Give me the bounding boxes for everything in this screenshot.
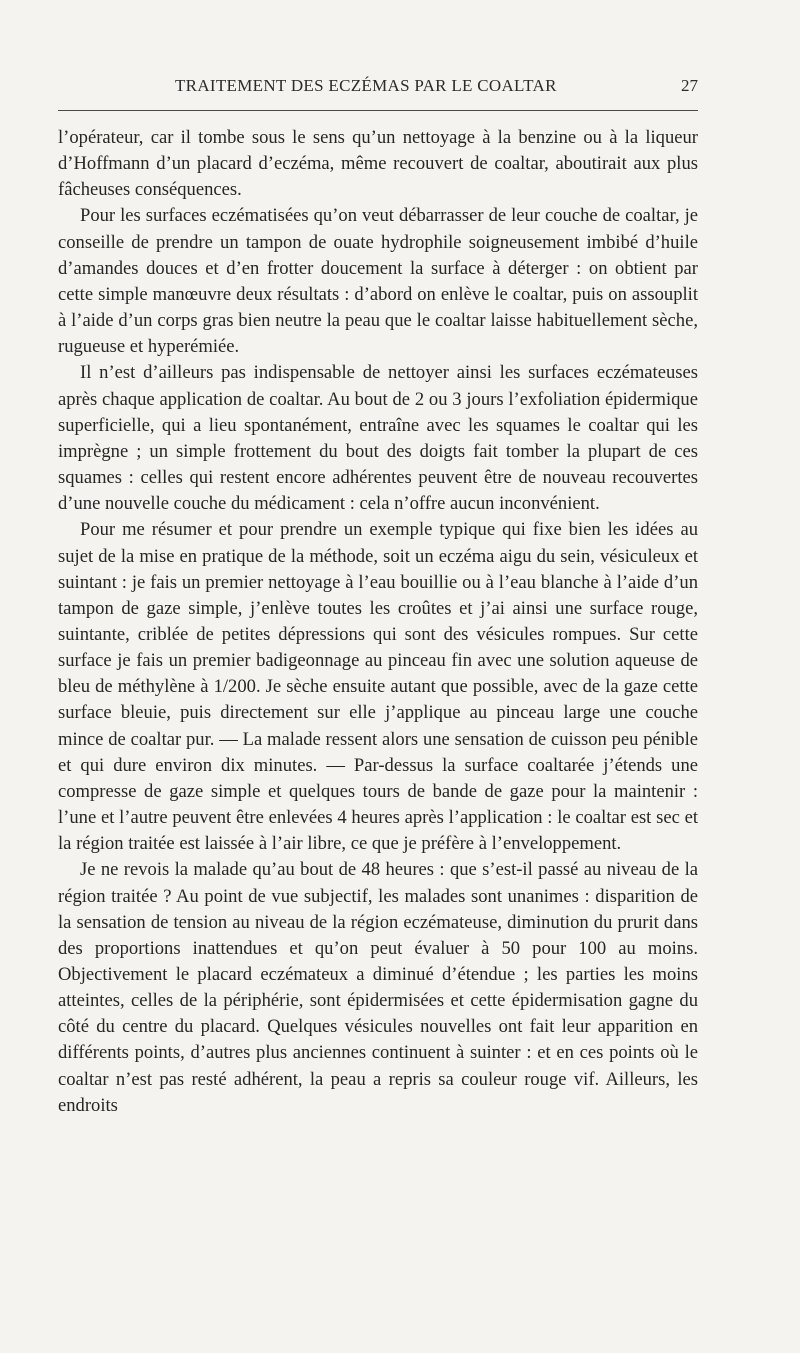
paragraph: l’opérateur, car il tombe sous le sens qu’un nettoyage à la benzine ou à la liqueur d’Hoffmann d’un placard d’eczéma, même recouvert de coaltar, aboutirait aux plus fâcheuses conséquences.: [58, 127, 698, 201]
body-text: [58, 125, 698, 1119]
paragraph: Je ne revois la malade qu’au bout de 48 heures : que s’est-il passé au niveau de la région traitée ? Au point de vue subjectif, les malades sont unanimes : disparition de la sensation de tension au niveau de la région eczémateuse, diminution du prurit dans des proportions inattendues et qu’on peut évaluer à 50 pour 100 au moins. Objectivement le placard eczémateux a diminué d’étendue ; les parties les moins atteintes, celles de la périphérie, sont épidermisées et cette épidermisation gagne du côté du centre du placard. Quelques vésicules nouvelles ont fait leur apparition en différents points, d’autres plus anciennes continuent à suinter : et en ces points où le coaltar n’est pas resté adhérent, la peau a repris sa couleur rouge vif. Ailleurs, les endroits: [58, 859, 698, 1116]
page-number: 27: [681, 76, 698, 95]
paragraph: Pour les surfaces eczématisées qu’on veut débarrasser de leur couche de coaltar, je conseille de prendre un tampon de ouate hydrophile soigneusement imbibé d’huile d’amandes douces et d’en frotter doucement la surface à déterger : on obtient par cette simple manœuvre deux résultats : d’abord on enlève le coaltar, puis on assouplit à l’aide d’un corps gras bien neutre la peau que le coaltar laisse habituellement sèche, rugueuse et hyperémiée.: [58, 205, 698, 358]
running-title: TRAITEMENT DES ECZÉMAS PAR LE COALTAR: [175, 76, 557, 95]
page-header: [58, 72, 698, 100]
paragraph: Il n’est d’ailleurs pas indispensable de nettoyer ainsi les surfaces eczémateuses après chaque application de coaltar. Au bout de 2 ou 3 jours l’exfoliation épidermique superficielle, qui a lieu spontanément, entraîne avec les squames le coaltar qui les imprègne ; un simple frottement du bout des doigts fait tomber la plupart de ces squames : celles qui restent encore adhérentes peuvent être de nouveau recouvertes d’une nouvelle couche du médicament : cela n’offre aucun inconvénient.: [58, 362, 698, 515]
header-rule: [58, 110, 698, 111]
paragraph: Pour me résumer et pour prendre un exemple typique qui fixe bien les idées au sujet de la mise en pratique de la méthode, soit un eczéma aigu du sein, vésiculeux et suintant : je fais un premier nettoyage à l’eau bouillie ou à l’eau blanche à l’aide d’un tampon de gaze simple, j’enlève toutes les croûtes et j’ai ainsi une surface rouge, suintante, criblée de petites dépressions qui sont des vésicules rompues. Sur cette surface je fais un premier badigeonnage au pinceau fin avec une solution aqueuse de bleu de méthylène à 1/200. Je sèche ensuite autant que possible, avec de la gaze cette surface bleuie, puis directement sur elle j’applique au pinceau large une couche mince de coaltar pur. — La malade ressent alors une sensation de cuisson peu pénible et qui dure environ dix minutes. — Par-dessus la surface coaltarée j’étends une compresse de gaze simple et quelques tours de bande de gaze pour la maintenir : l’une et l’autre peuvent être enlevées 4 heures après l’application : le coaltar est sec et la région traitée est laissée à l’air libre, ce que je préfère à l’enveloppement.: [58, 519, 698, 855]
